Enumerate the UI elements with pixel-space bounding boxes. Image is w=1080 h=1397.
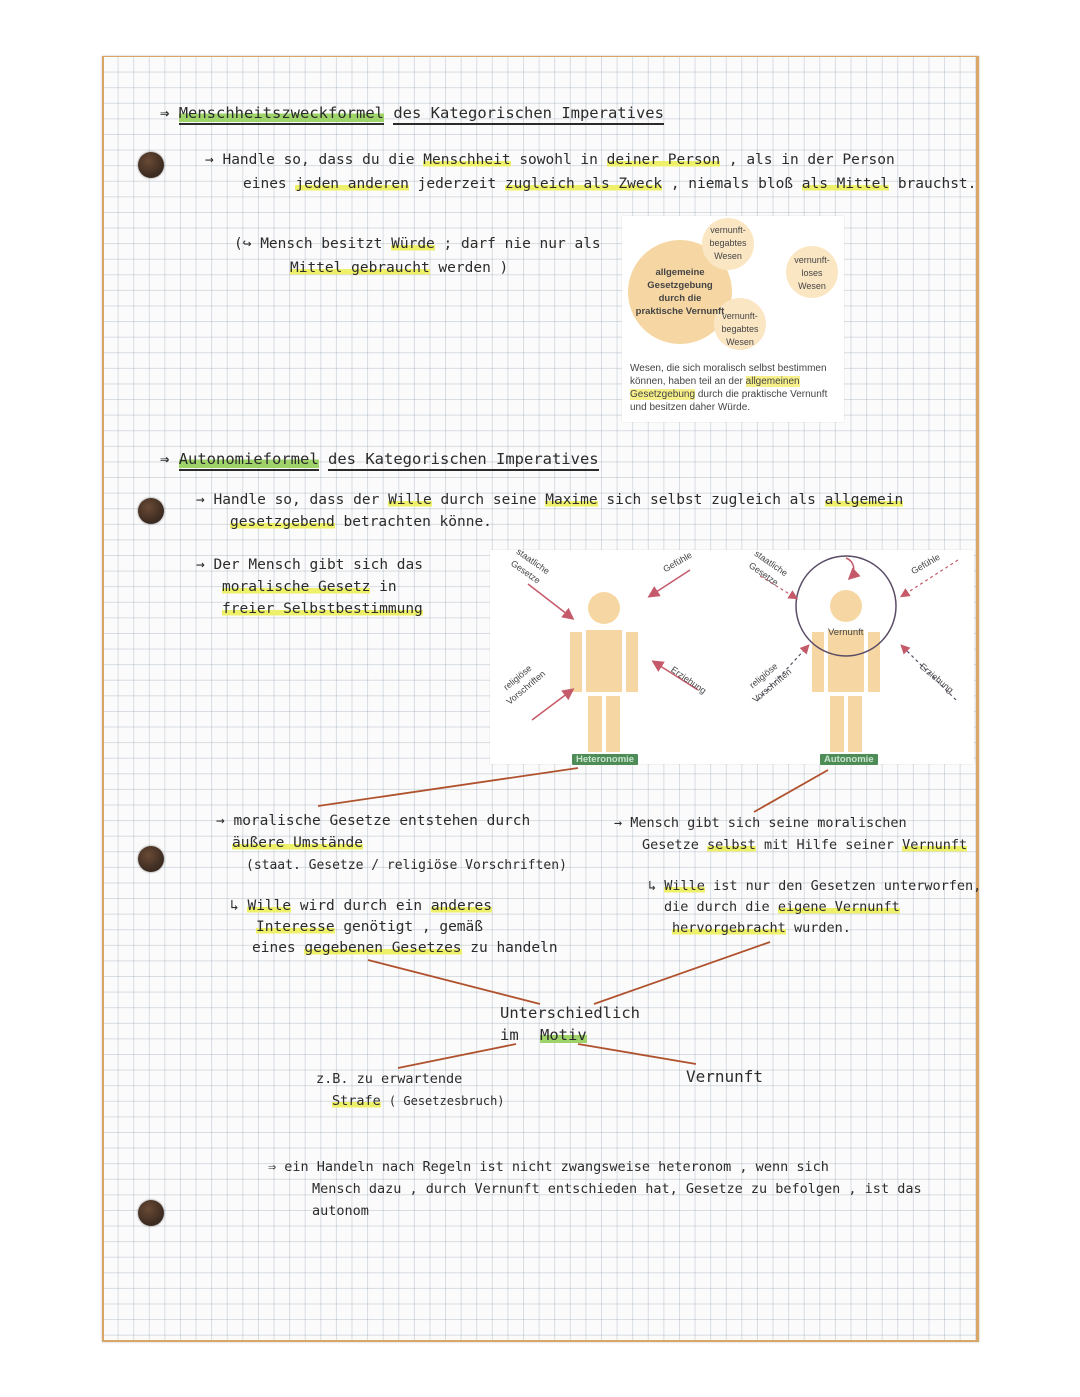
highlight: freier Selbstbestimmung [222,601,423,617]
highlight: Vernunft [902,837,968,853]
left-bottom-left-label: religiöse Vorschriften [501,663,548,707]
highlight: Menschheit [423,152,511,168]
highlight: Wille [247,898,292,914]
text: , als in der Person [728,152,895,168]
center-motive [500,1002,640,1046]
highlight: Maxime [545,492,598,508]
heading-arrow: ⇒ [160,450,170,468]
highlight: Würde [391,236,435,252]
text: (↪ Mensch besitzt [234,236,383,252]
circle-top-label: vernunft-begabtes Wesen [709,225,747,261]
conclusion [268,1156,922,1222]
text: eines [243,176,287,192]
text: wurden. [793,920,851,936]
connector-line [578,1044,696,1064]
text: durch die praktische Vernunft und besitzen daher Würde. [630,389,828,413]
highlight: allgemeinen Gesetzgebung [630,376,800,400]
heteronomy-notes [216,810,567,877]
text: wird durch ein [299,898,423,914]
circle-right-label: vernunft-loses Wesen [794,255,830,291]
text: genötigt , gemäß [343,919,483,935]
text: werden ) [438,260,509,276]
vernunft-label: Vernunft [828,627,864,638]
bullet-arrow: ⇒ [268,1159,277,1175]
right-top-right-label: Gefühle [909,551,942,577]
connector-line [594,942,770,1004]
text: brauchst. [897,176,977,192]
highlight: Interesse [256,919,335,935]
text: Der Mensch gibt sich das [213,557,423,573]
heading-arrow: ⇒ [160,104,170,122]
text: Mensch dazu , durch Vernunft entschieden hat, Gesetze zu befolgen , ist das [312,1181,922,1197]
bullet-arrow: → [196,557,205,573]
text: ein Handeln nach Regeln ist nicht zwangsweise heteronom , wenn sich [284,1159,829,1175]
text: mit Hilfe seiner [763,837,895,853]
text: z.B. zu erwartende [316,1071,463,1087]
highlight: als Mittel [801,176,890,192]
right-bottom-right-label: Erziehung [917,661,956,695]
connector-line [754,770,828,812]
highlight: Wille [664,878,705,894]
bullet-arrow: → [205,152,214,168]
highlight: Mittel gebraucht [290,260,430,276]
text: eines [252,940,296,956]
punishment-note [316,1068,505,1112]
highlight: moralische Gesetz [222,579,371,595]
connector-line [398,1044,516,1068]
bullet-arrow: → [196,492,205,508]
highlight: anderes [430,898,492,914]
text: Wesen, die sich moralisch selbst bestimmen können, haben teil an der [630,363,827,387]
reason-note: Vernunft [686,1067,764,1086]
highlight: allgemein [824,492,904,508]
text: jederzeit [417,176,497,192]
right-top-left-label: staatliche Gesetze [746,548,790,588]
text: sowohl in [519,152,598,168]
highlight: jeden anderen [295,176,409,192]
highlight: selbst [707,837,756,853]
autonomy-subnotes [648,876,981,939]
text: Handle so, dass du die [222,152,415,168]
highlight: gesetzgebend [230,514,335,530]
text: im [500,1026,519,1044]
text: → moralische Gesetze entstehen durch [216,813,531,829]
highlight: Motiv [540,1026,587,1044]
right-bottom-left-label: religiöse Vorschriften [747,661,794,705]
text: betrachten könne. [343,514,492,530]
highlight: hervorgebracht [672,920,786,936]
text: ; darf nie nur als [443,236,601,252]
heteronomy-subnotes [230,896,558,959]
heading-rest: des Kategorischen Imperatives [393,104,664,125]
text: ↳ [648,878,657,894]
highlight: äußere Umstände [232,835,363,851]
big-circle-label: allgemeine Gesetzgebung durch die praktische Vernunft [635,267,725,317]
highlight: zugleich als Zweck [504,176,663,192]
text: (staat. Gesetze / religiöse Vorschriften) [246,858,567,873]
text: ( Gesetzesbruch) [388,1094,505,1108]
connector-line [368,960,540,1004]
highlight: deiner Person [606,152,721,168]
text: in [379,579,397,595]
heading-highlight: Menschheitszweckformel [179,104,384,125]
text: → Mensch gibt sich seine moralischen [614,815,907,831]
highlight: Strafe [332,1093,381,1109]
left-top-right-label: Gefühle [661,549,694,575]
autonomy-label: Autonomie [820,754,878,765]
heading-highlight: Autonomieformel [179,450,319,471]
highlight: eigene Vernunft [777,899,900,915]
text: die durch die [664,899,770,915]
text: zu handeln [470,940,558,956]
circle-bottom-label: vernunft-begabtes Wesen [721,311,759,347]
text: Unterschiedlich [500,1004,640,1022]
text: durch seine [440,492,537,508]
highlight: gegebenen Gesetzes [304,940,462,956]
left-bottom-right-label: Erziehung [669,664,709,696]
heading-rest: des Kategorischen Imperatives [328,450,599,471]
text: ↳ [230,898,239,914]
text: Gesetze [642,837,699,853]
connector-line [318,768,578,806]
highlight: Wille [388,492,432,508]
text: Handle so, dass der [213,492,380,508]
heteronomy-label: Heteronomie [572,754,638,765]
autonomy-notes [614,812,967,856]
left-top-left-label: staatliche Gesetze [508,546,552,586]
text: ist nur den Gesetzen unterworfen, [713,878,982,894]
text: sich selbst zugleich als [606,492,816,508]
text: autonom [312,1203,369,1219]
text: , niemals bloß [670,176,794,192]
